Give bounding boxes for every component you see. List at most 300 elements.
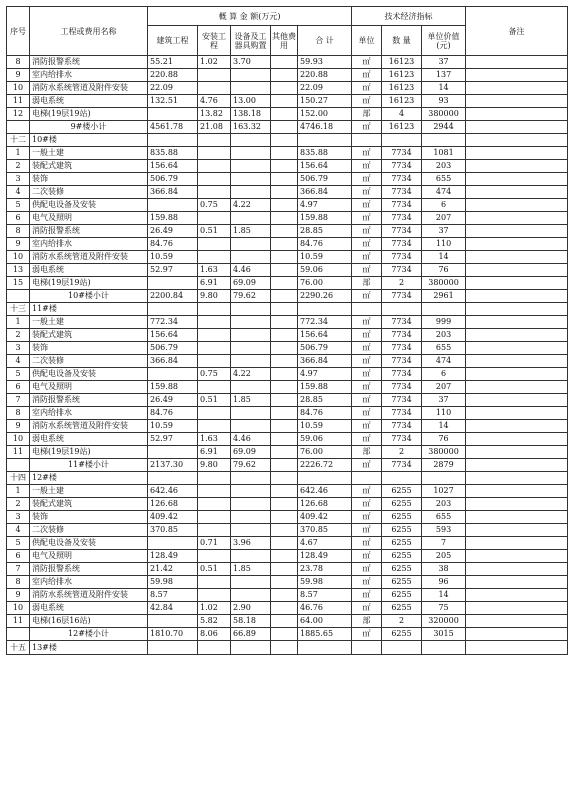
cell-name: 电气及照明 <box>30 381 148 394</box>
cell-install: 0.51 <box>198 563 231 576</box>
empty-cell <box>271 641 298 655</box>
cell-quantity: 2 <box>382 277 422 290</box>
cell-equipment <box>231 82 271 95</box>
table-body <box>7 56 568 655</box>
cell-other <box>271 446 298 459</box>
cell-total: 8.57 <box>298 589 352 602</box>
cell-remark <box>466 160 568 173</box>
cell-install: 8.06 <box>198 628 231 641</box>
cell-other <box>271 459 298 472</box>
empty-cell <box>298 134 352 147</box>
cell-unit-price: 474 <box>422 355 466 368</box>
cell-quantity: 7734 <box>382 225 422 238</box>
cell-other <box>271 82 298 95</box>
empty-cell <box>382 641 422 655</box>
cell-install <box>198 576 231 589</box>
cell-install: 9.80 <box>198 290 231 303</box>
cell-other <box>271 511 298 524</box>
cell-construction: 156.64 <box>148 160 198 173</box>
cell-construction: 21.42 <box>148 563 198 576</box>
cell-unit-price: 14 <box>422 589 466 602</box>
cell-install <box>198 69 231 82</box>
cell-equipment <box>231 485 271 498</box>
cell-install: 1.63 <box>198 433 231 446</box>
cell-quantity: 7734 <box>382 199 422 212</box>
cell-seq: 11 <box>7 446 30 459</box>
table-header <box>7 7 568 56</box>
cell-other <box>271 433 298 446</box>
cell-unit-price: 110 <box>422 238 466 251</box>
table-row <box>7 212 568 225</box>
table-row <box>7 615 568 628</box>
empty-cell <box>382 472 422 485</box>
cell-total: 2290.26 <box>298 290 352 303</box>
cell-other <box>271 147 298 160</box>
cell-unit: ㎡ <box>352 420 382 433</box>
cell-unit: ㎡ <box>352 576 382 589</box>
cell-name: 消防报警系统 <box>30 56 148 69</box>
cell-remark <box>466 290 568 303</box>
cell-quantity: 6255 <box>382 550 422 563</box>
cell-unit: ㎡ <box>352 355 382 368</box>
cell-other <box>271 602 298 615</box>
empty-cell <box>148 303 198 316</box>
cell-name: 电梯(19层19站) <box>30 446 148 459</box>
cell-construction: 22.09 <box>148 82 198 95</box>
cell-quantity: 7734 <box>382 381 422 394</box>
cell-other <box>271 95 298 108</box>
cell-seq: 4 <box>7 355 30 368</box>
cell-install <box>198 147 231 160</box>
cell-total: 64.00 <box>298 615 352 628</box>
cell-name: 供配电设备及安装 <box>30 368 148 381</box>
cell-unit: ㎡ <box>352 56 382 69</box>
cell-unit-price: 14 <box>422 82 466 95</box>
cell-name: 室内给排水 <box>30 407 148 420</box>
empty-cell <box>422 641 466 655</box>
cell-unit-price: 655 <box>422 511 466 524</box>
subtotal-row <box>7 290 568 303</box>
cell-remark <box>466 56 568 69</box>
cell-total: 506.79 <box>298 173 352 186</box>
cell-remark <box>466 186 568 199</box>
table-row <box>7 394 568 407</box>
cell-unit: ㎡ <box>352 602 382 615</box>
cell-seq: 8 <box>7 576 30 589</box>
header-quantity: 数 量 <box>382 26 422 56</box>
cell-quantity: 6255 <box>382 589 422 602</box>
cell-other <box>271 394 298 407</box>
cell-quantity: 7734 <box>382 264 422 277</box>
cell-other <box>271 186 298 199</box>
cell-unit: ㎡ <box>352 238 382 251</box>
cell-unit: ㎡ <box>352 407 382 420</box>
cell-equipment <box>231 329 271 342</box>
section-name: 11#楼 <box>30 303 148 316</box>
cell-construction: 59.98 <box>148 576 198 589</box>
table-row <box>7 238 568 251</box>
table-row <box>7 199 568 212</box>
section-row <box>7 134 568 147</box>
cell-total: 409.42 <box>298 511 352 524</box>
cell-remark <box>466 524 568 537</box>
cell-other <box>271 212 298 225</box>
section-seq: 十三 <box>7 303 30 316</box>
cell-other <box>271 251 298 264</box>
cell-name: 12#楼小计 <box>30 628 148 641</box>
cell-remark <box>466 576 568 589</box>
cell-install <box>198 589 231 602</box>
cell-install: 5.82 <box>198 615 231 628</box>
cell-equipment: 79.62 <box>231 459 271 472</box>
empty-cell <box>298 303 352 316</box>
cell-quantity: 7734 <box>382 173 422 186</box>
cell-quantity: 16123 <box>382 95 422 108</box>
cell-name: 弱电系统 <box>30 264 148 277</box>
cell-equipment: 3.96 <box>231 537 271 550</box>
cell-remark <box>466 108 568 121</box>
section-seq: 十四 <box>7 472 30 485</box>
section-name: 12#楼 <box>30 472 148 485</box>
cell-seq <box>7 628 30 641</box>
cell-quantity: 7734 <box>382 251 422 264</box>
cell-remark <box>466 498 568 511</box>
empty-cell <box>466 134 568 147</box>
cell-unit-price: 2944 <box>422 121 466 134</box>
cell-total: 10.59 <box>298 420 352 433</box>
cell-other <box>271 615 298 628</box>
cell-other <box>271 69 298 82</box>
cell-construction <box>148 108 198 121</box>
cell-equipment <box>231 420 271 433</box>
cell-remark <box>466 238 568 251</box>
header-amount-group: 概 算 金 额(万元) <box>148 7 352 26</box>
cell-construction: 42.84 <box>148 602 198 615</box>
cell-quantity: 7734 <box>382 316 422 329</box>
cell-other <box>271 238 298 251</box>
cell-equipment <box>231 498 271 511</box>
cell-name: 消防报警系统 <box>30 225 148 238</box>
empty-cell <box>148 134 198 147</box>
cell-unit: ㎡ <box>352 251 382 264</box>
cell-seq: 3 <box>7 173 30 186</box>
cell-quantity: 7734 <box>382 355 422 368</box>
cell-construction: 8.57 <box>148 589 198 602</box>
cell-seq: 4 <box>7 524 30 537</box>
cell-unit-price: 205 <box>422 550 466 563</box>
empty-cell <box>422 134 466 147</box>
cell-quantity: 6255 <box>382 537 422 550</box>
table-row <box>7 498 568 511</box>
section-row <box>7 641 568 655</box>
cell-other <box>271 173 298 186</box>
cell-seq: 8 <box>7 225 30 238</box>
table-row <box>7 485 568 498</box>
cell-name: 电气及照明 <box>30 550 148 563</box>
cell-construction: 132.51 <box>148 95 198 108</box>
table-row <box>7 407 568 420</box>
cell-remark <box>466 147 568 160</box>
cell-quantity: 7734 <box>382 160 422 173</box>
cell-total: 59.06 <box>298 264 352 277</box>
cell-remark <box>466 446 568 459</box>
section-name: 10#楼 <box>30 134 148 147</box>
table-row <box>7 251 568 264</box>
cell-total: 220.88 <box>298 69 352 82</box>
cell-construction: 52.97 <box>148 264 198 277</box>
cell-seq: 7 <box>7 563 30 576</box>
cell-quantity: 7734 <box>382 342 422 355</box>
cell-install: 21.08 <box>198 121 231 134</box>
cell-remark <box>466 433 568 446</box>
cell-name: 消防水系统管道及附件安装 <box>30 589 148 602</box>
empty-cell <box>271 303 298 316</box>
cell-unit-price: 37 <box>422 225 466 238</box>
cell-unit-price: 14 <box>422 420 466 433</box>
cell-unit: 部 <box>352 615 382 628</box>
cell-remark <box>466 589 568 602</box>
cell-equipment <box>231 524 271 537</box>
cell-other <box>271 537 298 550</box>
cell-other <box>271 225 298 238</box>
cell-name: 供配电设备及安装 <box>30 199 148 212</box>
cell-quantity: 2 <box>382 615 422 628</box>
cell-equipment: 69.09 <box>231 277 271 290</box>
table-row <box>7 173 568 186</box>
cell-total: 772.34 <box>298 316 352 329</box>
cell-install: 6.91 <box>198 446 231 459</box>
cell-seq: 8 <box>7 56 30 69</box>
cell-unit-price: 137 <box>422 69 466 82</box>
cell-equipment: 69.09 <box>231 446 271 459</box>
cell-other <box>271 563 298 576</box>
section-seq: 十五 <box>7 641 30 655</box>
cell-name: 弱电系统 <box>30 95 148 108</box>
cell-other <box>271 368 298 381</box>
empty-cell <box>298 472 352 485</box>
cell-install: 13.82 <box>198 108 231 121</box>
cell-remark <box>466 264 568 277</box>
cell-unit: ㎡ <box>352 69 382 82</box>
cell-equipment: 138.18 <box>231 108 271 121</box>
cell-name: 装饰 <box>30 511 148 524</box>
cell-quantity: 7734 <box>382 368 422 381</box>
cell-other <box>271 108 298 121</box>
cell-remark <box>466 95 568 108</box>
cell-total: 835.88 <box>298 147 352 160</box>
cell-seq: 13 <box>7 264 30 277</box>
cell-total: 23.78 <box>298 563 352 576</box>
cell-unit: ㎡ <box>352 290 382 303</box>
cell-construction: 1810.70 <box>148 628 198 641</box>
cell-quantity: 6255 <box>382 563 422 576</box>
cell-construction: 370.85 <box>148 524 198 537</box>
budget-table <box>6 6 568 655</box>
cell-install <box>198 173 231 186</box>
cell-equipment: 4.22 <box>231 368 271 381</box>
cell-total: 76.00 <box>298 446 352 459</box>
cell-unit-price: 2961 <box>422 290 466 303</box>
cell-unit: ㎡ <box>352 147 382 160</box>
cell-unit-price: 203 <box>422 498 466 511</box>
cell-name: 9#楼小计 <box>30 121 148 134</box>
table-row <box>7 446 568 459</box>
cell-equipment: 2.90 <box>231 602 271 615</box>
cell-quantity: 6255 <box>382 485 422 498</box>
cell-unit-price: 380000 <box>422 446 466 459</box>
cell-total: 4746.18 <box>298 121 352 134</box>
cell-total: 150.27 <box>298 95 352 108</box>
table-row <box>7 355 568 368</box>
section-row <box>7 303 568 316</box>
cell-seq: 9 <box>7 238 30 251</box>
cell-name: 电气及照明 <box>30 212 148 225</box>
cell-seq: 11 <box>7 95 30 108</box>
cell-quantity: 6255 <box>382 511 422 524</box>
cell-install <box>198 420 231 433</box>
cell-other <box>271 576 298 589</box>
cell-total: 4.97 <box>298 199 352 212</box>
cell-total: 46.76 <box>298 602 352 615</box>
cell-other <box>271 316 298 329</box>
cell-equipment <box>231 316 271 329</box>
cell-remark <box>466 69 568 82</box>
cell-quantity: 7734 <box>382 420 422 433</box>
cell-unit-price: 207 <box>422 212 466 225</box>
cell-remark <box>466 251 568 264</box>
cell-install: 6.91 <box>198 277 231 290</box>
table-row <box>7 576 568 589</box>
empty-cell <box>298 641 352 655</box>
cell-seq: 5 <box>7 537 30 550</box>
cell-other <box>271 56 298 69</box>
cell-construction: 128.49 <box>148 550 198 563</box>
cell-quantity: 7734 <box>382 394 422 407</box>
cell-construction <box>148 199 198 212</box>
cell-seq: 6 <box>7 212 30 225</box>
cell-seq: 3 <box>7 511 30 524</box>
section-name: 13#楼 <box>30 641 148 655</box>
cell-construction: 366.84 <box>148 186 198 199</box>
empty-cell <box>198 641 231 655</box>
cell-seq: 2 <box>7 498 30 511</box>
table-row <box>7 511 568 524</box>
cell-seq: 10 <box>7 433 30 446</box>
empty-cell <box>198 134 231 147</box>
cell-equipment <box>231 381 271 394</box>
cell-remark <box>466 225 568 238</box>
cell-seq: 15 <box>7 277 30 290</box>
cell-other <box>271 498 298 511</box>
cell-equipment <box>231 238 271 251</box>
cell-unit-price: 655 <box>422 173 466 186</box>
cell-remark <box>466 537 568 550</box>
cell-quantity: 16123 <box>382 121 422 134</box>
table-row <box>7 563 568 576</box>
cell-unit-price: 14 <box>422 251 466 264</box>
cell-total: 4.97 <box>298 368 352 381</box>
cell-total: 2226.72 <box>298 459 352 472</box>
header-unit: 单位 <box>352 26 382 56</box>
header-other: 其他费用 <box>271 26 298 56</box>
cell-unit-price: 2879 <box>422 459 466 472</box>
cell-equipment: 163.32 <box>231 121 271 134</box>
cell-equipment <box>231 173 271 186</box>
cell-equipment: 4.46 <box>231 264 271 277</box>
cell-install: 4.76 <box>198 95 231 108</box>
empty-cell <box>352 641 382 655</box>
cell-construction <box>148 446 198 459</box>
cell-name: 一般土建 <box>30 147 148 160</box>
cell-other <box>271 277 298 290</box>
cell-equipment <box>231 186 271 199</box>
cell-remark <box>466 602 568 615</box>
cell-unit-price: 999 <box>422 316 466 329</box>
cell-total: 84.76 <box>298 238 352 251</box>
cell-unit-price: 203 <box>422 329 466 342</box>
cell-install: 0.51 <box>198 225 231 238</box>
cell-construction: 506.79 <box>148 173 198 186</box>
cell-name: 消防水系统管道及附件安装 <box>30 420 148 433</box>
cell-unit-price: 203 <box>422 160 466 173</box>
subtotal-row <box>7 459 568 472</box>
cell-other <box>271 589 298 602</box>
cell-unit: ㎡ <box>352 459 382 472</box>
empty-cell <box>352 134 382 147</box>
empty-cell <box>231 134 271 147</box>
cell-other <box>271 160 298 173</box>
empty-cell <box>466 472 568 485</box>
table-row <box>7 277 568 290</box>
cell-install: 0.71 <box>198 537 231 550</box>
cell-seq: 1 <box>7 485 30 498</box>
cell-construction <box>148 368 198 381</box>
cell-quantity: 7734 <box>382 407 422 420</box>
cell-other <box>271 290 298 303</box>
budget-page <box>6 6 567 655</box>
subtotal-row <box>7 628 568 641</box>
cell-unit-price: 1027 <box>422 485 466 498</box>
cell-equipment: 58.18 <box>231 615 271 628</box>
cell-unit-price: 380000 <box>422 108 466 121</box>
cell-construction: 506.79 <box>148 342 198 355</box>
empty-cell <box>148 472 198 485</box>
empty-cell <box>466 303 568 316</box>
header-seq: 序号 <box>7 7 30 56</box>
cell-unit: ㎡ <box>352 394 382 407</box>
cell-name: 消防水系统管道及附件安装 <box>30 82 148 95</box>
table-row <box>7 537 568 550</box>
cell-unit-price: 38 <box>422 563 466 576</box>
cell-seq: 10 <box>7 602 30 615</box>
table-row <box>7 56 568 69</box>
cell-seq: 11 <box>7 615 30 628</box>
cell-total: 156.64 <box>298 160 352 173</box>
cell-total: 159.88 <box>298 212 352 225</box>
table-row <box>7 186 568 199</box>
cell-other <box>271 524 298 537</box>
cell-remark <box>466 121 568 134</box>
empty-cell <box>422 303 466 316</box>
cell-unit: ㎡ <box>352 342 382 355</box>
cell-equipment <box>231 147 271 160</box>
cell-construction: 84.76 <box>148 238 198 251</box>
cell-remark <box>466 368 568 381</box>
cell-construction: 835.88 <box>148 147 198 160</box>
cell-install: 1.02 <box>198 602 231 615</box>
cell-equipment <box>231 576 271 589</box>
empty-cell <box>231 472 271 485</box>
